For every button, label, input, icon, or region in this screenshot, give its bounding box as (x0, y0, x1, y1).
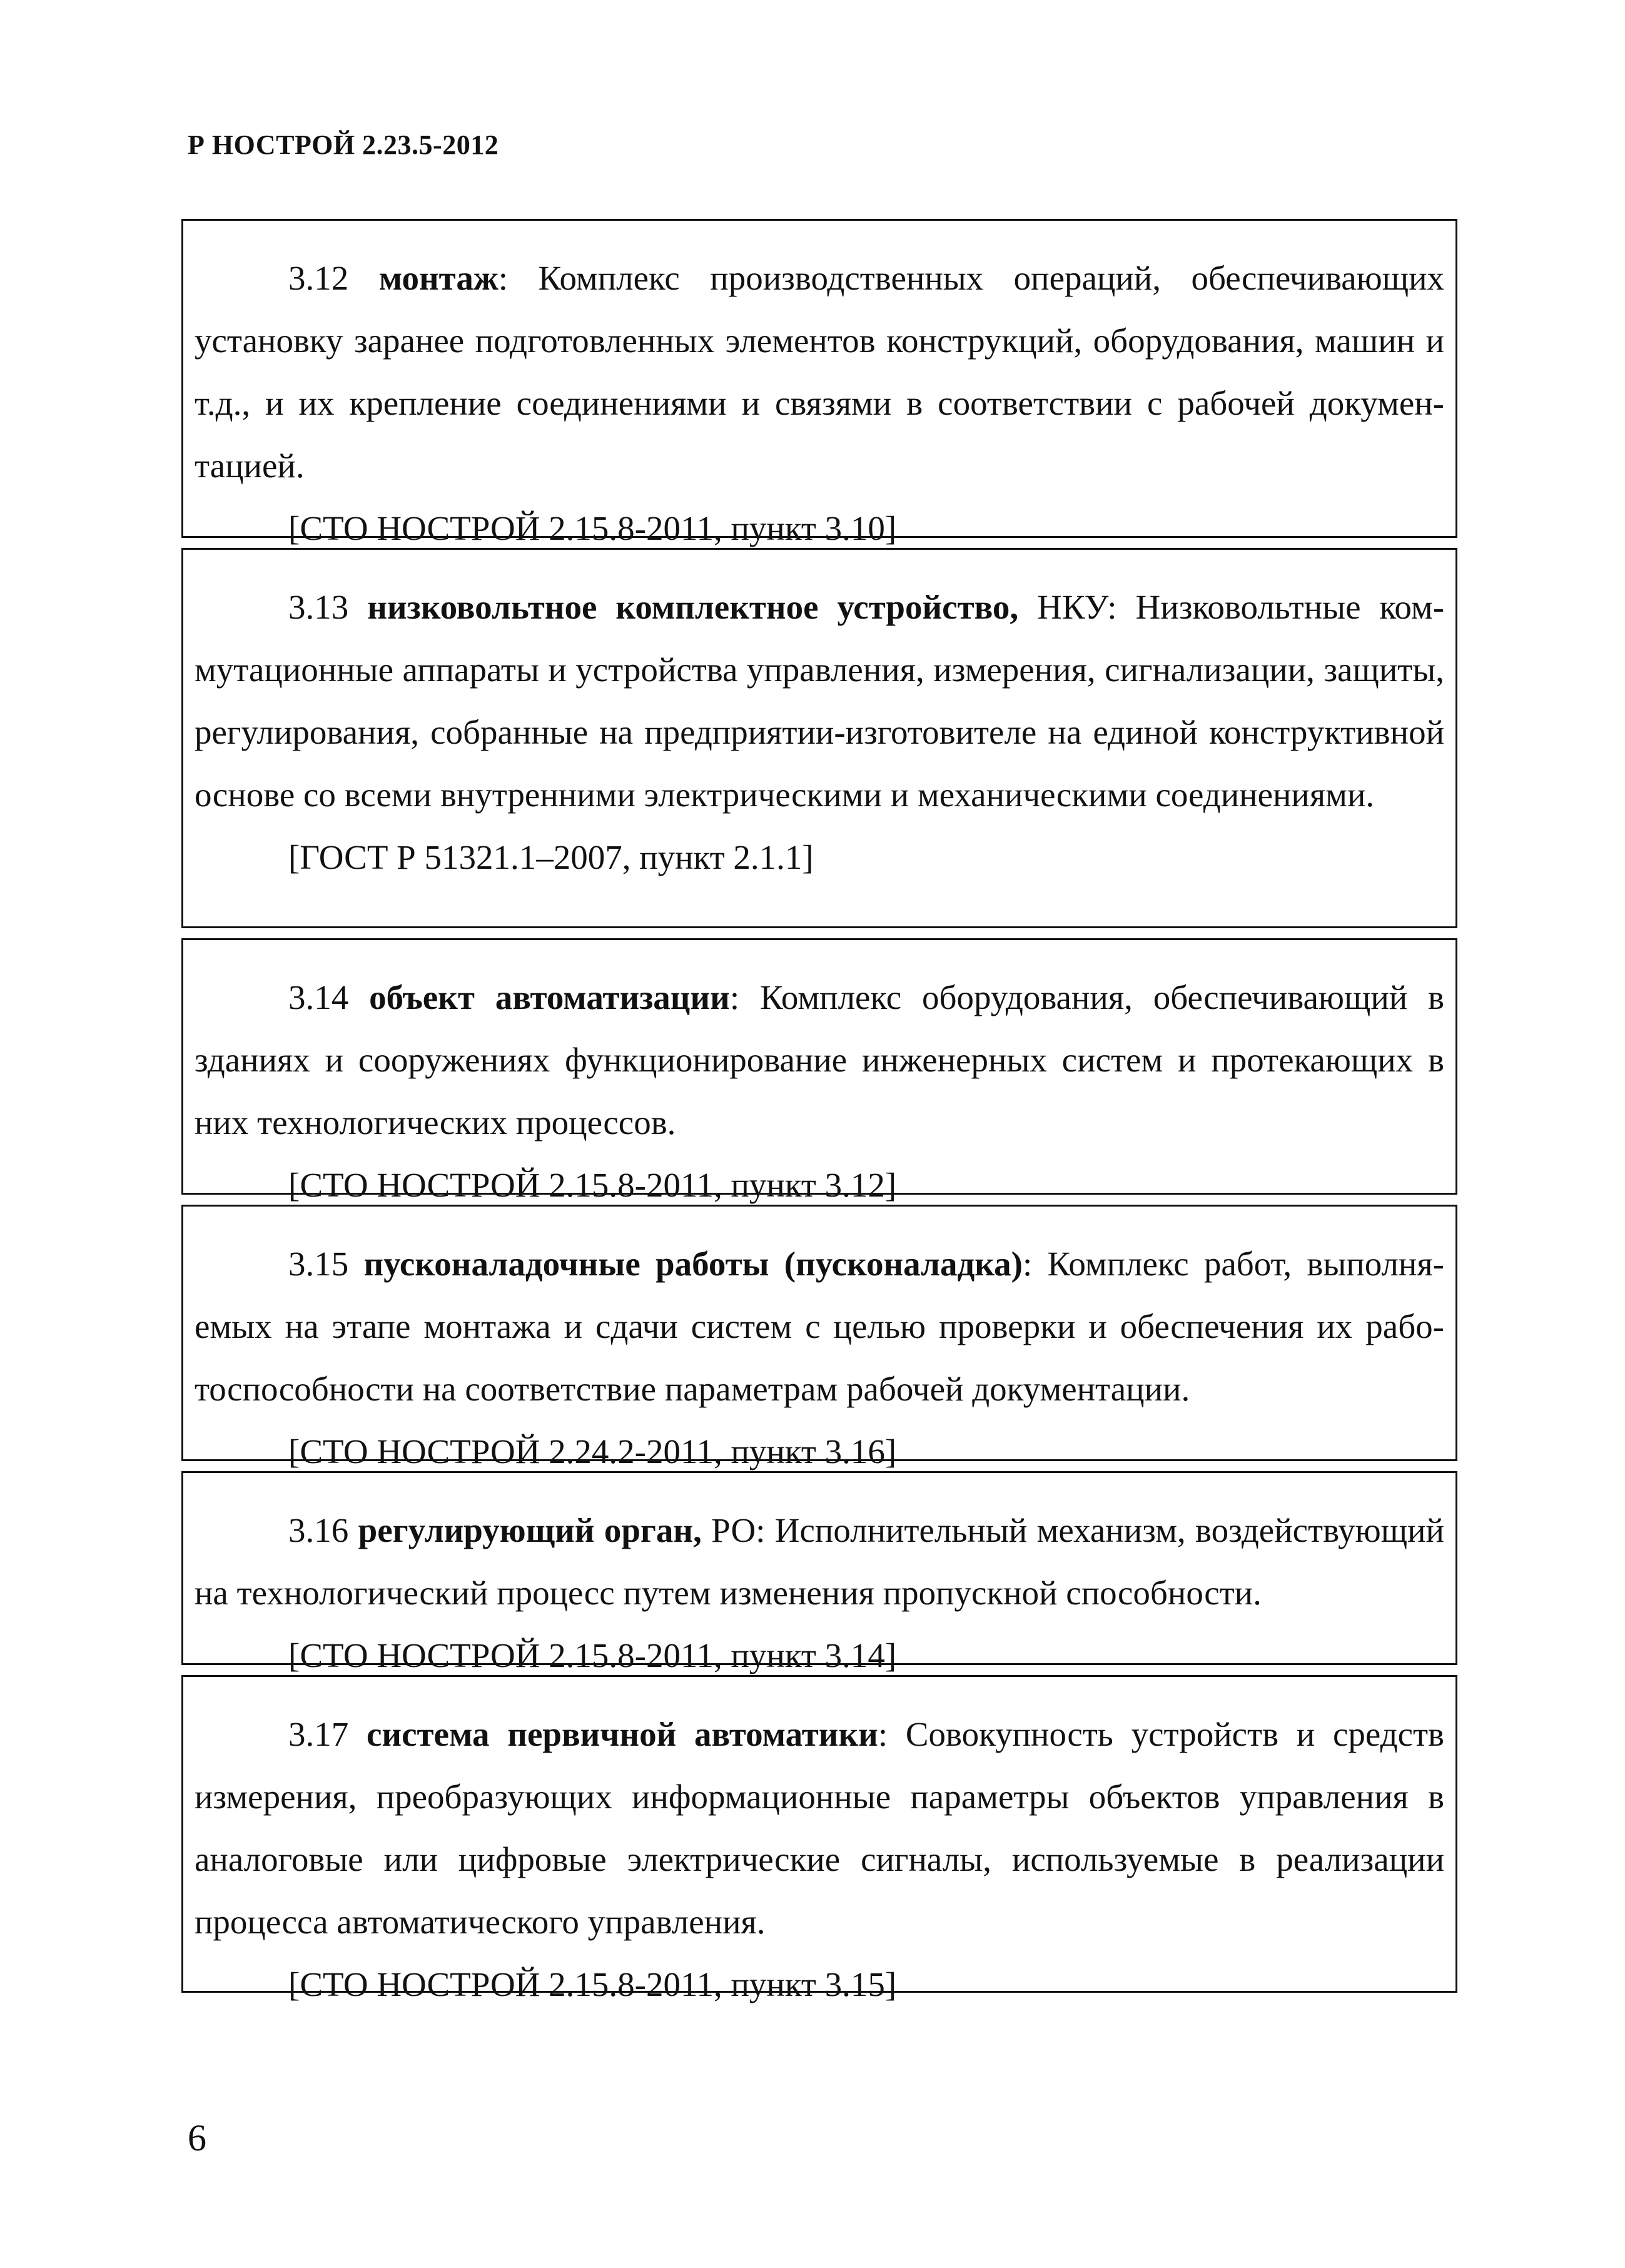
term-number: 3.17 (288, 1715, 367, 1753)
term-title: низковольтное комплектное устройство, (367, 588, 1019, 626)
term-title: объект автоматизации (369, 978, 730, 1016)
term-definition (195, 1703, 1444, 1953)
term-source-reference: [ГОСТ Р 51321.1–2007, пункт 2.1.1] (288, 838, 814, 876)
term-number: 3.14 (288, 978, 370, 1016)
term-definition (195, 966, 1444, 1154)
term-title: регулирующий орган, (358, 1511, 702, 1549)
term-title: пусконаладочные работы (пусконаладка) (363, 1245, 1023, 1283)
term-entry-3-16 (181, 1471, 1457, 1674)
page-number: 6 (188, 2117, 206, 2159)
term-text: НКУ: Низковольтные коммутационные аппараты и устройства управления, измерения, сигнализации, защиты, регулирования, собранные на предприятии-изготовителе на единой конструктивной основе со всеми внутренними электрическими и механическими соединениями. (195, 588, 1444, 814)
term-definition (195, 247, 1444, 497)
term-definition (195, 1233, 1444, 1420)
term-number: 3.13 (288, 588, 368, 626)
term-number: 3.16 (288, 1511, 358, 1549)
term-title: система первичной автоматики (367, 1715, 878, 1753)
term-source-reference: [СТО НОСТРОЙ 2.15.8-2011, пункт 3.10] (288, 509, 897, 547)
term-source-reference: [СТО НОСТРОЙ 2.15.8-2011, пункт 3.15] (288, 1965, 897, 2003)
term-entry-3-12 (181, 219, 1457, 547)
term-text: : Комплекс работ, выполняемых на этапе монтажа и сдачи систем с целью проверки и обеспечения их работоспособности на соответствие параметрам рабочей документации. (195, 1245, 1444, 1408)
term-definition (195, 1499, 1444, 1624)
term-entry-3-14 (181, 938, 1457, 1204)
term-text: РО: Исполнительный механизм, воздействующий на технологический процесс путем изменения пропускной способности. (195, 1511, 1444, 1612)
term-title: монтаж (378, 259, 499, 297)
term-entry-3-13 (181, 548, 1457, 928)
term-definition (195, 576, 1444, 826)
term-entry-3-15 (181, 1205, 1457, 1471)
term-text: : Комплекс производственных операций, обеспечивающих установку заранее подготовленных элементов конструкций, оборудования, машин и т.д., и их крепление соединениями и связями в соответствии с рабочей документацией. (195, 259, 1445, 485)
term-entry-3-17 (181, 1675, 1457, 2003)
term-source-reference: [СТО НОСТРОЙ 2.15.8-2011, пункт 3.12] (288, 1166, 897, 1204)
term-number: 3.15 (288, 1245, 364, 1283)
term-text: : Совокупность устройств и средств измерения, преобразующих информационные параметры объектов управления в аналоговые или цифровые электрические сигналы, используемые в реализации процесса автоматического управления. (195, 1715, 1444, 1941)
term-source-reference: [СТО НОСТРОЙ 2.15.8-2011, пункт 3.14] (288, 1636, 897, 1674)
term-number: 3.12 (288, 259, 379, 297)
document-code-header: Р НОСТРОЙ 2.23.5-2012 (188, 129, 499, 160)
term-text: : Комплекс оборудования, обеспечивающий в зданиях и сооружениях функционирование инженерных систем и протекающих в них технологических процессов. (195, 978, 1444, 1142)
term-source-reference: [СТО НОСТРОЙ 2.24.2-2011, пункт 3.16] (288, 1432, 897, 1471)
